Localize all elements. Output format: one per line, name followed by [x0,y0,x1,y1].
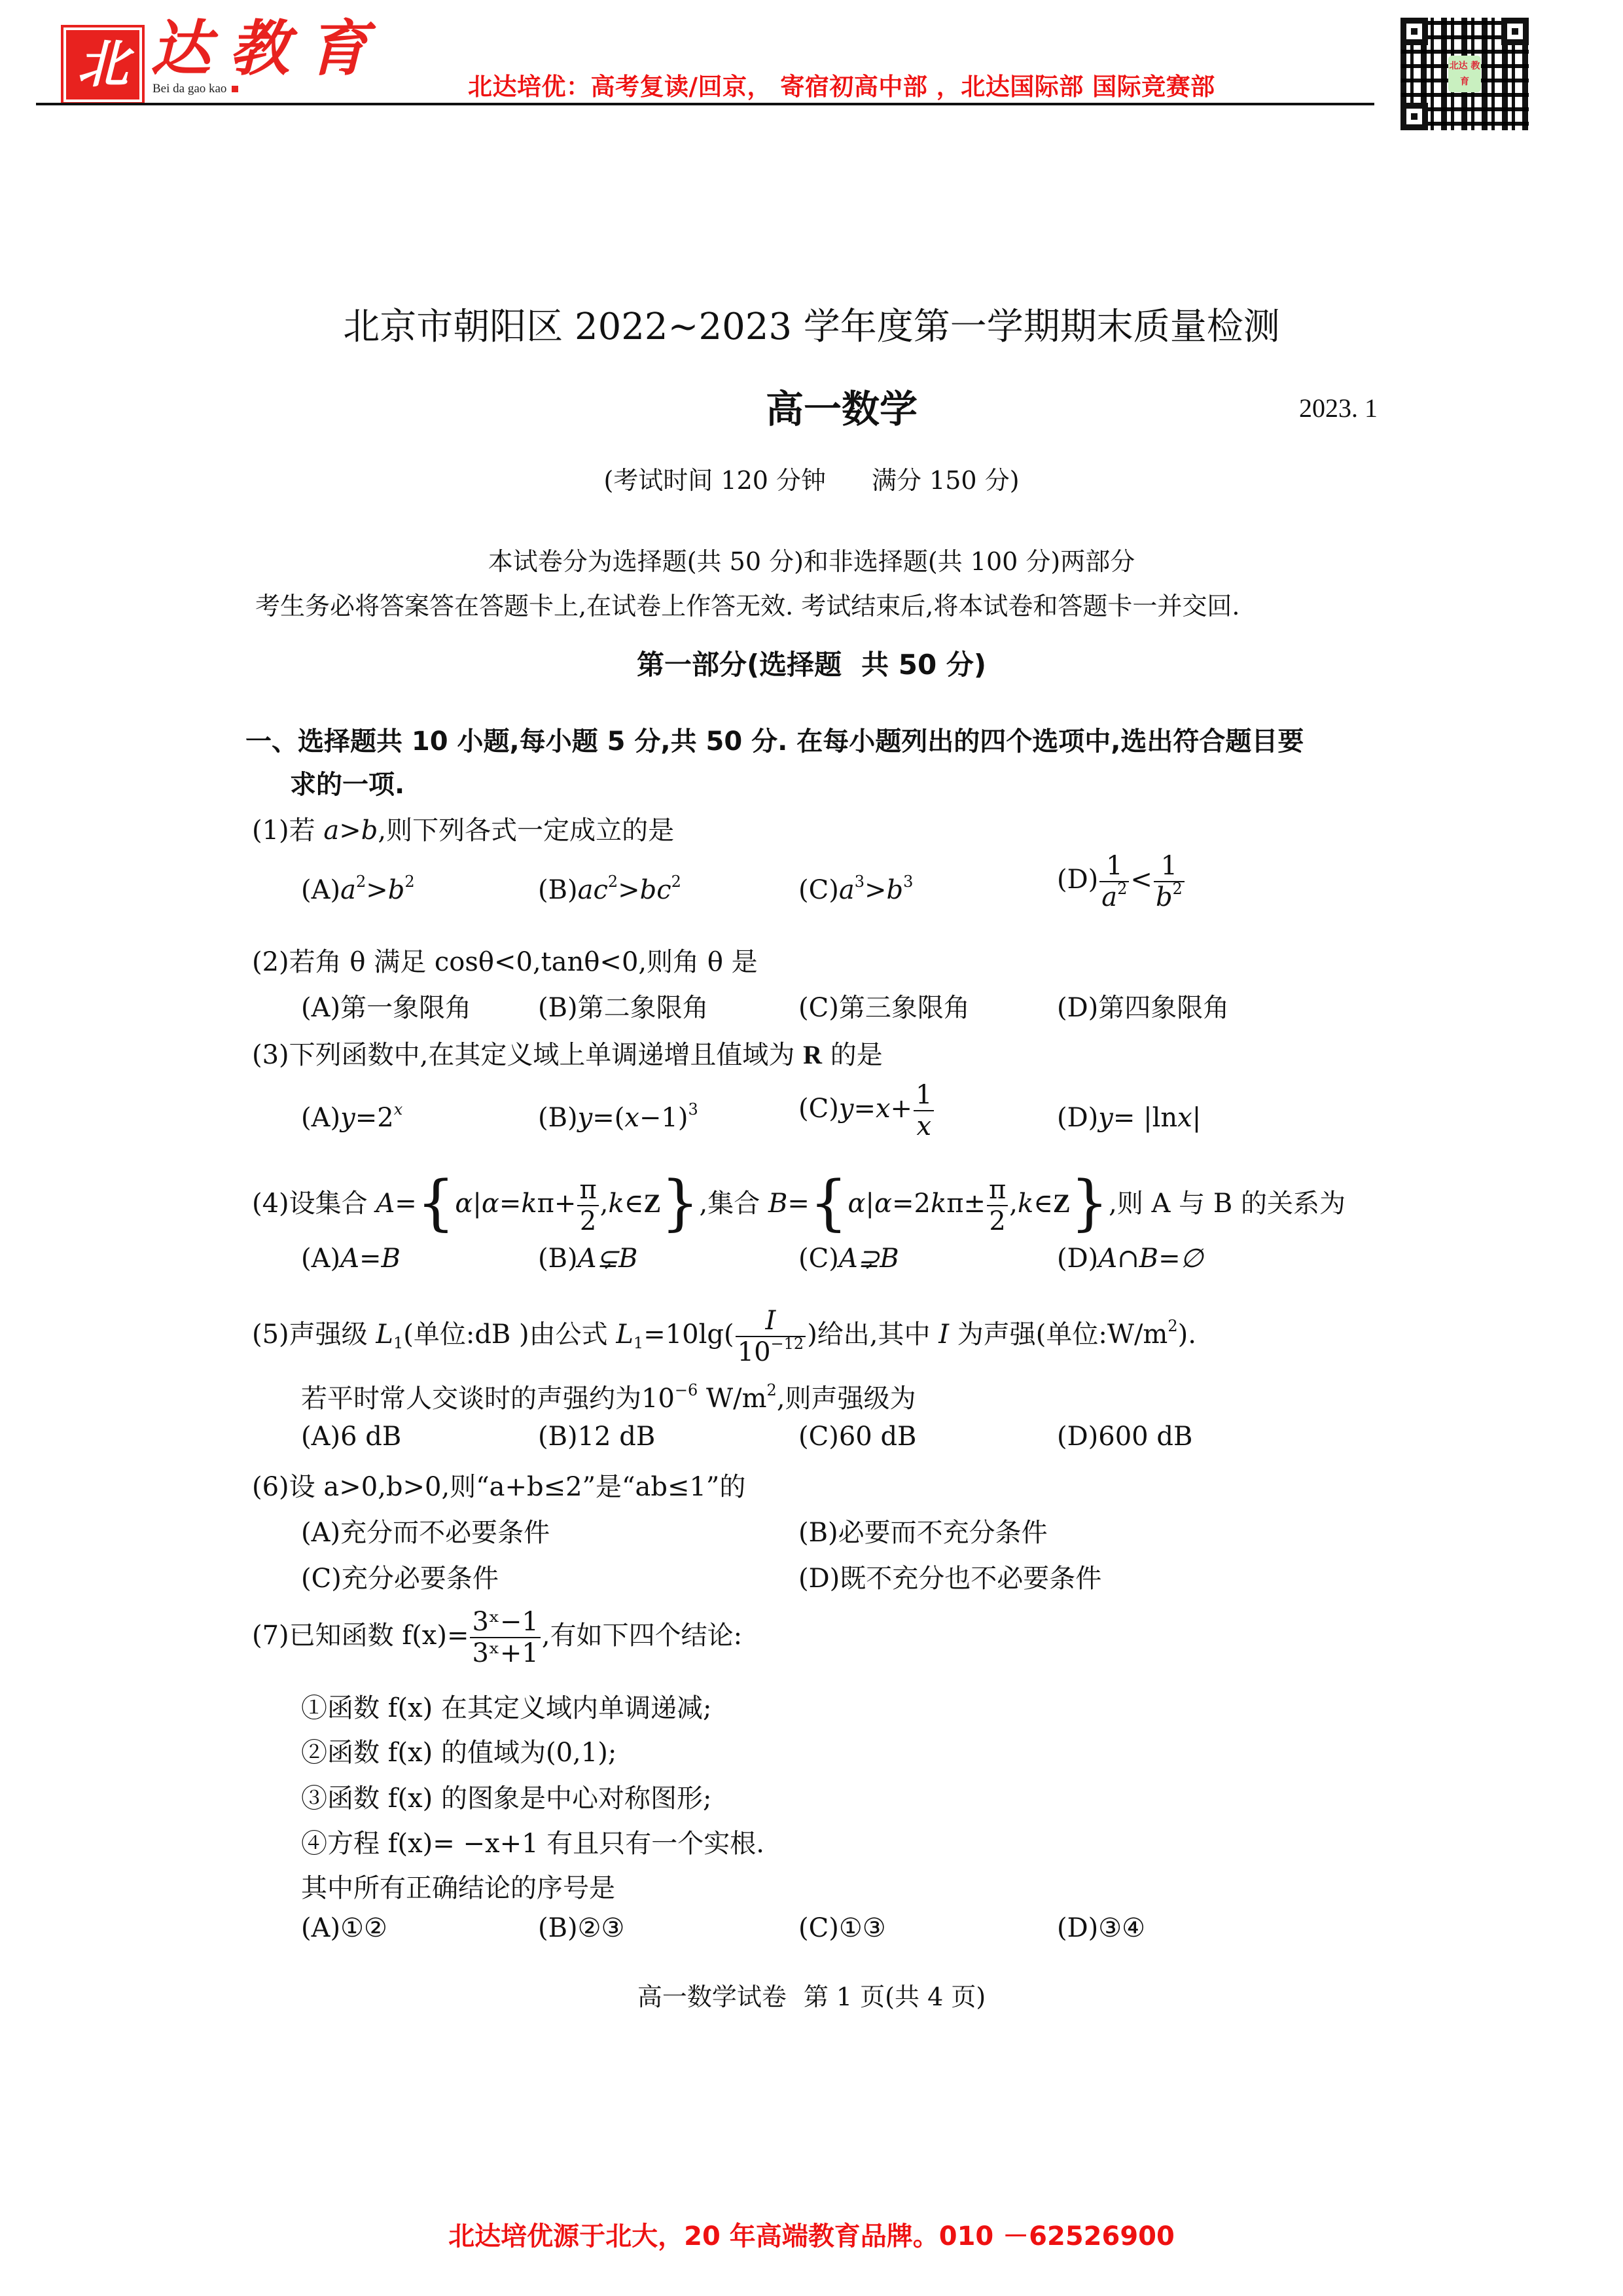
statement-2: ②函数 f(x) 的值域为(0,1); [301,1738,617,1768]
q4-option-a[interactable] [301,1244,401,1274]
logo-subtitle-text: Bei da gao kao [152,82,227,96]
function-fraction [470,1607,540,1668]
option-text: 既不充分也不必要条件 [840,1564,1102,1594]
reals-symbol: R [803,1040,822,1069]
option-label: (C) [301,1564,342,1594]
option-label: (D) [1057,1103,1099,1133]
option-label: (C) [798,875,839,905]
q2-option-d[interactable] [1057,987,1229,1024]
q7-option-a[interactable] [301,1913,387,1943]
question-1-stem [252,810,674,847]
option-text: ①② [340,1913,387,1943]
question-number: (2) [252,947,289,977]
option-label: (B) [538,1913,578,1943]
promo-banner: 北达培优：高考复读/回京， 寄宿初高中部 ，北达国际部 国际竞赛部 [468,73,1215,101]
option-text: A⊊B [577,1244,638,1274]
full-score: 满分 150 分) [872,466,1020,495]
logo-text: 达教育 [151,13,387,84]
question-6-stem [252,1466,745,1503]
section-instructions [245,720,1397,806]
stem-text: ,则下列各式一定成立的是 [378,816,675,846]
question-5-stem-line-2: 若平时常人交谈时的声强约为$10^{-6}$ $W/m^2$,则声强级为 [301,1381,916,1414]
option-label: (D) [1057,993,1099,1023]
option-label: (B) [538,1244,578,1274]
option-text: A∩B=∅ [1098,1244,1204,1274]
intro-line-2: 考生务必将答案答在答题卡上,在试卷上作答无效. 考试结束后,将本试卷和答题卡一并交回. [255,592,1240,620]
page-number: 第 1 页(共 4 页) [803,1982,986,2011]
qr-center-label: 北达 教育 [1448,56,1481,92]
option-text: 第三象限角 [838,993,970,1023]
stem-text: 的是 [822,1040,883,1070]
section-line-2: 求的一项. [290,770,405,800]
option-text: A=B [340,1244,401,1274]
q1-option-a[interactable]: $(A)a^2>b^2$ [301,872,415,905]
q3-option-a[interactable]: $(A)y=2^x$ [301,1100,403,1133]
option-label: (C) [798,1094,839,1124]
option-text: 第四象限角 [1098,993,1230,1023]
option-label: (B) [538,1103,578,1133]
footer-paper-name: 高一数学试卷 [637,1982,787,2011]
stem-text: 下列函数中,在其定义域上单调递增且值域为 [289,1040,804,1070]
option-label: (A) [301,1422,341,1452]
q1-option-c[interactable]: $(C)a^3>b^3$ [798,872,914,905]
option-label: (D) [1057,865,1099,895]
exam-date: 2023. 1 [1299,393,1378,423]
stem-text: 已知函数 f(x)= [289,1621,469,1651]
option-text: 第二象限角 [577,993,709,1023]
question-number: (4) [252,1189,289,1219]
option-text: A⊋B [838,1244,899,1274]
option-text: ③④ [1098,1913,1145,1943]
q6-option-a[interactable] [301,1512,550,1549]
logo-mark: 北 [77,35,128,94]
q2-option-c[interactable] [798,987,970,1024]
q5-option-c[interactable] [798,1422,916,1452]
q4-option-d[interactable] [1057,1244,1203,1274]
q6-option-b[interactable] [798,1512,1048,1549]
question-7-stem [252,1607,742,1668]
option-text: ①③ [838,1913,886,1943]
question-number: (7) [252,1621,289,1651]
stem-text: 若 [289,816,324,846]
option-label: (B) [538,1422,578,1452]
part-title-a: 第一部分(选择题 [636,649,842,681]
option-text: 12 dB [577,1422,656,1452]
q5-option-d[interactable] [1057,1422,1192,1452]
option-text: 第一象限角 [340,993,472,1023]
q5-option-a[interactable] [301,1422,401,1452]
q3-option-b[interactable]: $(B)y=(x-1)^3$ [538,1100,698,1133]
stem-text: ,则 A 与 B 的关系为 [1109,1189,1346,1219]
fraction-numerator: 3ˣ−1 [470,1607,540,1638]
question-5-stem: (5)声强级 $L_1$(单位:dB )由公式 $L_1=10\lg$( $\frac{I}{10^{-12}}$ )给出,其中 I 为声强(单位$:W/m^2$). [252,1306,1196,1367]
red-square-icon [232,86,238,92]
fraction-denominator: 3ˣ+1 [472,1638,539,1668]
option-text: 必要而不充分条件 [838,1518,1048,1548]
logo-seal-icon [61,25,145,105]
question-3-stem [252,1034,883,1071]
option-text: 6 dB [340,1422,402,1452]
qr-finder-icon [1400,103,1428,130]
option-text: ②③ [577,1913,625,1943]
part-title [0,643,1623,683]
question-4-stem: (4)设集合 A={α|α=kπ+ $\frac{\pi}{2}$ ,k∈Z},集合 B={α|α=2kπ± $\frac{\pi}{2}$ ,k∈Z},则 A 与 B 的关系为 [252,1168,1346,1238]
q6-option-d[interactable] [798,1558,1101,1595]
header-divider [36,103,1374,105]
q7-option-b[interactable] [538,1913,624,1943]
question-7-ask: 其中所有正确结论的序号是 [301,1873,615,1903]
option-text: 充分而不必要条件 [340,1518,550,1548]
q7-option-c[interactable] [798,1913,886,1943]
q2-option-b[interactable] [538,987,709,1024]
q1-option-d[interactable]: (D) $\frac{1}{a^2}$ < $\frac{1}{b^2}$ [1057,851,1186,912]
logo-subtitle [152,82,238,96]
stem-math: a>b [323,816,378,846]
time-limit: (考试时间 120 分钟 [603,466,826,495]
option-label: (A) [301,1913,341,1943]
option-label: (D) [1057,1913,1099,1943]
option-label: (A) [301,1518,341,1548]
stem-text: 若角 θ 满足 cosθ<0,tanθ<0,则角 θ 是 [289,947,758,977]
footer-advert: 北达培优源于北大，20 年高端教育品牌。010 －62526900 [448,2221,1175,2251]
option-label: (C) [798,1913,839,1943]
qr-finder-icon [1501,18,1529,45]
option-label: (D) [1057,1422,1099,1452]
question-number: (3) [252,1040,289,1070]
stem-text: 设 a>0,b>0,则“a+b≤2”是“ab≤1”的 [289,1472,746,1502]
option-label: (B) [798,1518,838,1548]
option-label: (D) [798,1564,840,1594]
statement-1: ①函数 f(x) 在其定义域内单调递减; [301,1693,712,1723]
option-text: 60 dB [838,1422,917,1452]
stem-text: 设集合 [289,1189,376,1219]
q3-option-d[interactable]: (D)y= |lnx| [1057,1103,1202,1133]
stem-text: ,集合 [699,1189,768,1219]
option-label: (A) [301,875,341,905]
option-label: (B) [538,875,578,905]
part-title-b: 共 50 分) [861,649,987,681]
intro-line-1: 本试卷分为选择题(共 50 分)和非选择题(共 100 分)两部分 [488,547,1135,576]
q6-option-c[interactable] [301,1558,499,1595]
statement-4: ④方程 f(x)= −x+1 有且只有一个实根. [301,1829,764,1859]
statement-3: ③函数 f(x) 的图象是中心对称图形; [301,1784,712,1814]
stem-text: ,有如下四个结论: [541,1621,743,1651]
option-label: (A) [301,1103,341,1133]
q4-option-c[interactable] [798,1244,899,1274]
option-text: 充分必要条件 [341,1564,499,1594]
question-2-stem [252,941,758,978]
exam-title: 北京市朝阳区 2022~2023 学年度第一学期期末质量检测 [343,306,1280,348]
exam-duration [0,460,1623,496]
q4-option-b[interactable] [538,1244,637,1274]
qr-finder-icon [1400,18,1428,45]
page-footer [0,1977,1623,2013]
section-line-1: 一、选择题共 10 小题,每小题 5 分,共 50 分. 在每小题列出的四个选项中,选出符合题目要 [245,726,1304,757]
qr-code-icon[interactable] [1400,18,1529,130]
option-label: (D) [1057,1244,1099,1274]
question-number: (6) [252,1472,289,1502]
q2-option-a[interactable] [301,987,471,1024]
option-label: (B) [538,993,578,1023]
option-label: (A) [301,993,341,1023]
exam-subject: 高一数学 [766,387,918,431]
option-text: 600 dB [1098,1422,1193,1452]
q5-option-b[interactable] [538,1422,655,1452]
option-label: (A) [301,1244,341,1274]
option-label: (C) [798,1422,839,1452]
question-number: (1) [252,816,289,846]
q3-option-c[interactable]: (C)y=x+ $\frac{1}{x}$ [798,1080,935,1141]
option-label: (C) [798,993,839,1023]
question-number: (5) [252,1319,289,1350]
q7-option-d[interactable] [1057,1913,1145,1943]
q1-option-b[interactable]: $(B)ac^2>bc^2$ [538,872,681,905]
option-label: (C) [798,1244,839,1274]
